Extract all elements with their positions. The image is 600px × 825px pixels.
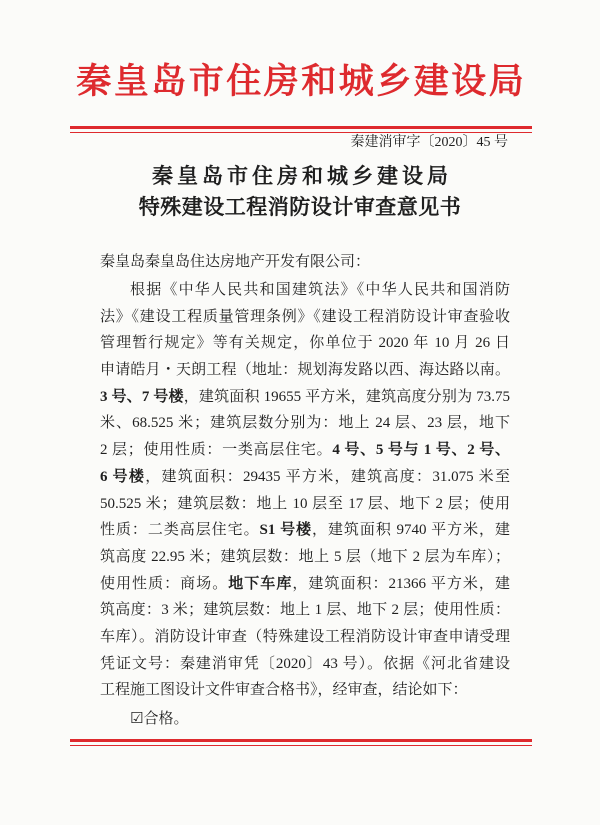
heading-document-type: 特殊建设工程消防设计审查意见书 xyxy=(138,195,462,219)
body-text: 凭证文号：秦建消审凭〔2020〕43 号）。依据《河北省建设 xyxy=(100,655,510,672)
letterhead-title: 秦皇岛市住房和城乡建设局 xyxy=(76,62,527,102)
building-label: 6 号楼 xyxy=(100,468,146,485)
building-label: 地下车库 xyxy=(228,575,293,592)
body-line xyxy=(100,277,510,304)
body-line xyxy=(100,544,510,571)
body-line xyxy=(100,357,510,384)
body-line xyxy=(100,677,510,704)
conclusion-result: 合格。 xyxy=(143,711,189,727)
body-text: 使用性质：商场。 xyxy=(100,575,229,592)
body-text: 工程施工图设计文件审查合格书》，经审查，结论如下： xyxy=(100,682,468,699)
body-text: 根据《中华人民共和国建筑法》《中华人民共和国消防 xyxy=(130,282,510,298)
body-line xyxy=(100,330,510,357)
body-line xyxy=(100,464,510,491)
body-text: ，建筑面积：29435 平方米，建筑高度：31.075 米至 xyxy=(145,468,510,485)
building-label: 4 号、5 号与 1 号、2 号、 xyxy=(332,442,510,459)
footer-rule-thick xyxy=(70,739,532,742)
heading-issuer: 秦皇岛市住房和城乡建设局 xyxy=(152,164,452,188)
body-line xyxy=(100,624,510,651)
body-text: 性质：二类高层住宅。 xyxy=(100,522,260,539)
body-line xyxy=(100,384,510,411)
body-text: 50.525 米；建筑层数：地上 10 层至 17 层、地下 2 层；使用 xyxy=(100,495,510,512)
body-line xyxy=(100,304,510,331)
body-text: ，建筑面积 9740 平方米，建 xyxy=(312,522,510,539)
body-text: 筑高度 22.95 米；建筑层数：地上 5 层（地下 2 层为车库）； xyxy=(100,548,510,565)
checked-box-icon: ☑ xyxy=(130,709,144,727)
body-text: ，建筑面积 19655 平方米，建筑高度分别为 73.75 xyxy=(183,388,510,405)
building-label: 3 号、7 号楼 xyxy=(100,388,184,405)
body-line xyxy=(100,491,510,518)
building-label: S1 号楼 xyxy=(259,522,312,539)
body-line xyxy=(100,437,510,464)
body-text: 车库）。消防设计审查（特殊建设工程消防设计审查申请受理 xyxy=(100,628,510,645)
body-text: 筑高度：3 米；建筑层数：地上 1 层、地下 2 层；使用性质： xyxy=(100,602,510,619)
body-line xyxy=(100,571,510,598)
body-text: 米、68.525 米；建筑层数分别为：地上 24 层、23 层，地下 xyxy=(100,415,510,432)
body-line xyxy=(100,410,510,437)
body-text: 管理暂行规定》等有关规定，你单位于 2020 年 10 月 26 日 xyxy=(100,335,510,352)
body-text: 法》《建设工程质量管理条例》《建设工程消防设计审查验收 xyxy=(100,308,510,325)
letterhead-rule-thin xyxy=(70,132,532,133)
body-line xyxy=(100,651,510,678)
letterhead-rule-thick xyxy=(70,126,532,129)
body-text: ，建筑面积：21366 平方米，建 xyxy=(292,575,510,592)
body-line xyxy=(100,517,510,544)
document-number: 秦建消审字〔2020〕45 号 xyxy=(350,135,508,150)
conclusion xyxy=(130,705,188,733)
body-line xyxy=(100,597,510,624)
body-paragraph xyxy=(100,277,510,704)
body-text: 申请皓月・天朗工程（地址：规划海发路以西、海达路以南。 xyxy=(100,362,510,379)
addressee: 秦皇岛秦皇岛住达房地产开发有限公司： xyxy=(100,254,371,270)
body-text: 2 层；使用性质：一类高层住宅。 xyxy=(100,442,333,459)
footer-rule-thin xyxy=(70,745,532,746)
